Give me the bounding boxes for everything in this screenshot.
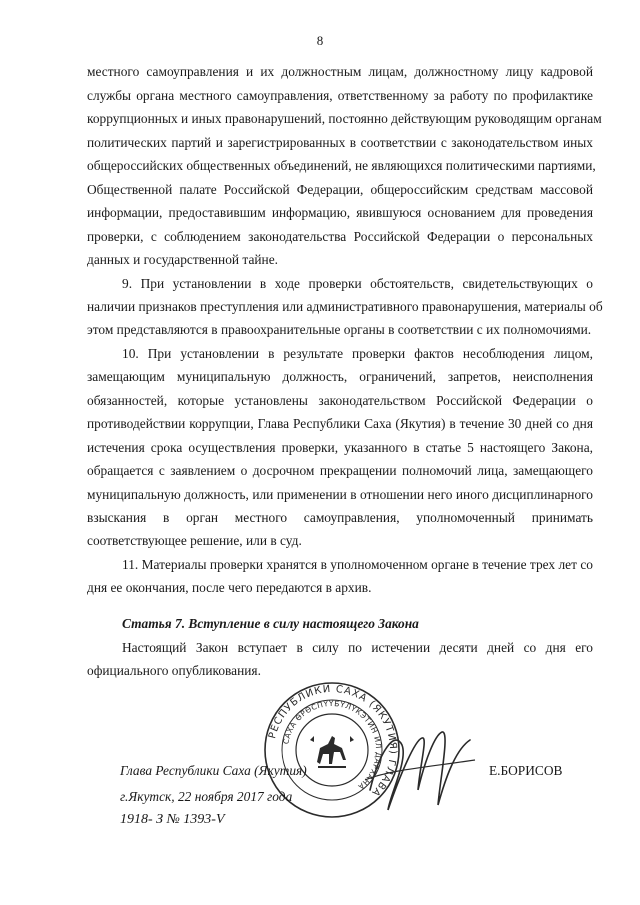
text-line: Общественной палате Российской Федерации, общероссийским средствам массовой	[87, 182, 593, 197]
text-line: наличии признаков преступления или административного правонарушения, материалы об	[87, 299, 603, 314]
text-line: 11. Материалы проверки хранятся в уполномоченном органе в течение трех лет со	[122, 557, 593, 572]
handwritten-signature	[360, 720, 480, 820]
seal-inner-text: САХА ӨРӨСПҮҮБҮЛҮКЭТИН ИЛ ДАРХАНА	[281, 698, 384, 792]
text-line: политических партий и зарегистрированных в соответствии с законодательством иных	[87, 135, 593, 150]
seal-outer-text: РЕСПУБЛИКИ САХА (ЯКУТИЯ) ГЛАВА	[267, 683, 399, 799]
text-line: соответствующее решение, или в суд.	[87, 533, 302, 548]
signatory-title: Глава Республики Саха (Якутия)	[120, 763, 307, 778]
seal-emblem	[310, 736, 354, 768]
text-line: информации, предоставившим информацию, явившуюся основанием для проведения	[87, 205, 593, 220]
text-line: местного самоуправления и их должностным лицам, должностному лицу кадровой	[87, 64, 593, 79]
text-line: коррупционных и иных правонарушений, постоянно действующим руководящим органам	[87, 111, 602, 126]
text-line: общероссийских общественных объединений, не являющихся политическими партиями,	[87, 158, 596, 173]
text-line: противодействии коррупции, Глава Республики Саха (Якутия) в течение 30 дней со дня	[87, 416, 593, 431]
place-date: г.Якутск, 22 ноября 2017 года	[120, 789, 293, 804]
article-heading: Статья 7. Вступление в силу настоящего Закона	[122, 616, 419, 631]
text-line: истечения срока осуществления проверки, указанного в статье 5 настоящего Закона,	[87, 440, 593, 455]
text-line: 9. При установлении в ходе проверки обстоятельств, свидетельствующих о	[122, 276, 593, 291]
text-line: официального опубликования.	[87, 663, 261, 678]
signatory-name: Е.БОРИСОВ	[489, 763, 563, 778]
text-line: муниципальную должность, или применении в отношении него иного дисциплинарного	[87, 487, 593, 502]
text-line: замещающим муниципальную должность, ограничений, запретов, неисполнения	[87, 369, 593, 384]
text-line: этом представляются в правоохранительные органы в соответствии с их полномочиями.	[87, 322, 592, 337]
text-line: обязанностей, которые установлены законодательством Российской Федерации о	[87, 393, 593, 408]
text-line: данных и государственной тайне.	[87, 252, 279, 267]
text-line: дня ее окончания, после чего передаются в архив.	[87, 580, 372, 595]
page-number: 8	[316, 33, 324, 48]
text-line: взыскания в орган местного самоуправления, уполномоченный принимать	[87, 510, 593, 525]
text-line: обращается с заявлением о досрочном прекращении полномочий лица, замещающего	[87, 463, 593, 478]
text-line: службы органа местного самоуправления, ответственному за работу по профилактике	[87, 88, 593, 103]
text-line: Настоящий Закон вступает в силу по истечении десяти дней со дня его	[122, 640, 593, 655]
text-line: 10. При установлении в результате проверки фактов несоблюдения лицом,	[122, 346, 593, 361]
text-line: проверки, с соблюдением законодательства Российской Федерации о персональных	[87, 229, 593, 244]
registration-number: 1918- З № 1393-V	[120, 812, 225, 827]
